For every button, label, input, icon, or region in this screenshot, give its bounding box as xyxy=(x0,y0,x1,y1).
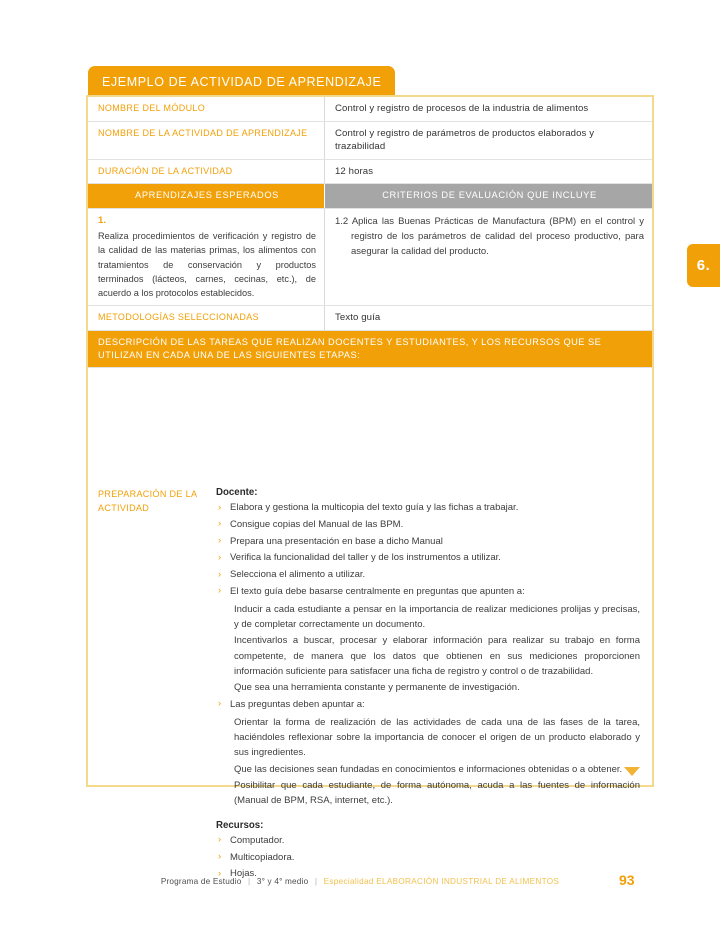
teacher-heading: Docente: xyxy=(216,487,258,498)
row-label-cell xyxy=(88,121,325,159)
questions-paragraph: Posibilitar que cada estudiante, de forma autónoma, acuda a las fuentes de información (Manual de BPM, RSA, internet, etc.). xyxy=(234,780,640,807)
row-label-cell xyxy=(88,97,325,121)
row-value: 12 horas xyxy=(335,165,374,177)
row-label: NOMBRE DEL MÓDULO xyxy=(98,103,206,113)
chapter-tab-label: 6. xyxy=(696,257,711,274)
row-value-cell xyxy=(325,306,653,331)
page-footer xyxy=(0,877,720,886)
row-label-metodologias: METODOLOGÍAS SELECCIONADAS xyxy=(98,312,259,323)
header-criterios-evaluacion: CRITERIOS DE EVALUACIÓN QUE INCLUYE xyxy=(325,184,653,208)
questions-list xyxy=(216,698,640,712)
list-item-text: Verifica la funcionalidad del taller y de los instrumentos a utilizar. xyxy=(230,552,501,564)
resources-heading: Recursos: xyxy=(216,819,264,831)
chevron-right-icon: › xyxy=(218,834,222,846)
row-value-cell xyxy=(325,97,653,121)
list-item xyxy=(216,568,640,582)
row-value-cell xyxy=(325,159,653,184)
table-row xyxy=(88,159,652,184)
list-item xyxy=(216,698,640,712)
resources-list xyxy=(216,834,640,882)
questions-paragraph: Que las decisiones sean fundadas en conocimientos e informaciones obtenidas o a obtener. xyxy=(234,763,623,775)
column-headers-row xyxy=(88,184,652,208)
table-row xyxy=(88,121,652,159)
evaluation-criteria-cell xyxy=(325,208,653,306)
learning-outcome-number: 1. xyxy=(98,214,107,226)
list-item-text: Elabora y gestiona la multicopia del texto guía y las fichas a trabajar. xyxy=(230,502,519,513)
questions-paragraph: Orientar la forma de realización de las actividades de cada una de las fases de la tarea, haciéndoles reflexionar sobre la importancia de conocer el origen de un producto elaborado y sus ingredientes. xyxy=(234,716,640,759)
chevron-right-icon: › xyxy=(218,518,222,530)
row-value-cell xyxy=(325,121,653,159)
table-row xyxy=(88,306,652,331)
teacher-task-list xyxy=(216,501,640,599)
footer-level: 3° y 4° medio xyxy=(256,877,309,886)
list-item xyxy=(216,518,640,532)
list-item-text: Computador. xyxy=(230,834,285,846)
table-row xyxy=(88,97,652,121)
activity-body xyxy=(88,477,652,884)
list-item xyxy=(216,834,640,848)
evaluation-criteria-text: 1.2 Aplica las Buenas Prácticas de Manufactura (BPM) en el control y registro de los parámetros de calidad del proceso productivo, para asegurar la calidad del producto. xyxy=(335,215,644,258)
list-item xyxy=(216,851,640,865)
chevron-right-icon: › xyxy=(218,867,222,879)
list-item xyxy=(216,585,640,599)
description-band-text: DESCRIPCIÓN DE LAS TAREAS QUE REALIZAN DOCENTES Y ESTUDIANTES, Y LOS RECURSOS QUE SE UTILIZAN EN CADA UNA DE LAS SIGUIENTES ETAPAS: xyxy=(88,331,652,368)
list-item xyxy=(216,535,640,549)
section-title-tab xyxy=(88,66,395,97)
learning-outcome-text: Realiza procedimientos de verificación y registro de la calidad de las materias primas, los alimentos con tratamientos de conservación y productos terminados (lácteos, carnes, cecinas, etc.), de acuerdo a los protocolos establecidos. xyxy=(98,231,316,299)
list-item-text: El texto guía debe basarse centralmente en preguntas que apunten a: xyxy=(230,585,525,597)
row-label: NOMBRE DE LA ACTIVIDAD DE APRENDIZAJE xyxy=(98,127,308,138)
chapter-tab-marker xyxy=(687,244,720,287)
row-label-cell xyxy=(88,159,325,184)
stage-label: PREPARACIÓN DE LA ACTIVIDAD xyxy=(98,489,197,513)
header-aprendizajes-esperados: APRENDIZAJES ESPERADOS xyxy=(88,184,325,208)
list-item-text: Las preguntas deben apuntar a: xyxy=(230,698,365,710)
row-value-metodologias: Texto guía xyxy=(335,312,381,324)
learning-outcome-cell xyxy=(88,208,325,306)
stage-content-column xyxy=(210,487,640,884)
chevron-right-icon: › xyxy=(218,568,222,580)
footer-separator: | xyxy=(248,877,251,886)
row-value: Control y registro de procesos de la industria de alimentos xyxy=(335,103,589,114)
list-item-text: Consigue copias del Manual de las BPM. xyxy=(230,518,404,530)
list-item-text: Prepara una presentación en base a dicho Manual xyxy=(230,535,443,547)
row-value: Control y registro de parámetros de productos elaborados y trazabilidad xyxy=(335,127,595,153)
activity-info-table xyxy=(88,97,652,368)
chevron-right-icon: › xyxy=(218,698,222,710)
page-number: 93 xyxy=(619,872,635,888)
stage-label-column xyxy=(98,487,210,884)
learning-criteria-row xyxy=(88,208,652,306)
footer-program: Programa de Estudio xyxy=(160,877,242,886)
list-item-text: Selecciona el alimento a utilizar. xyxy=(230,569,366,580)
list-item-text: Multicopiadora. xyxy=(230,851,295,863)
section-title-label: EJEMPLO DE ACTIVIDAD DE APRENDIZAJE xyxy=(102,74,382,89)
footer-specialty: Especialidad ELABORACIÓN INDUSTRIAL DE ALIMENTOS xyxy=(323,877,560,886)
list-item-text: Hojas. xyxy=(230,868,257,880)
chevron-right-icon: › xyxy=(218,851,222,862)
text-guide-paragraph: Incentivarlos a buscar, procesar y elaborar información para realizar su trabajo en forma competente, de manera que los datos que obtienen en sus mediciones proporcionen información suficiente para satisfacer una ficha de registro y control o de trazabilidad. xyxy=(234,635,640,677)
text-guide-paragraph: Inducir a cada estudiante a pensar en la importancia de realizar mediciones prolijas y precisas, y de completar correctamente un documento. xyxy=(234,603,640,630)
list-item xyxy=(216,501,640,515)
chevron-right-icon: › xyxy=(218,501,222,513)
chevron-right-icon: › xyxy=(218,585,222,597)
chevron-right-icon: › xyxy=(218,535,222,546)
list-item xyxy=(216,551,640,565)
row-label: DURACIÓN DE LA ACTIVIDAD xyxy=(98,165,233,176)
chevron-right-icon: › xyxy=(218,551,222,563)
description-band-row xyxy=(88,331,652,368)
text-guide-paragraph: Que sea una herramienta constante y permanente de investigación. xyxy=(234,682,520,694)
row-label-cell xyxy=(88,306,325,331)
continues-down-triangle-icon xyxy=(624,767,640,776)
footer-separator: | xyxy=(314,877,318,886)
